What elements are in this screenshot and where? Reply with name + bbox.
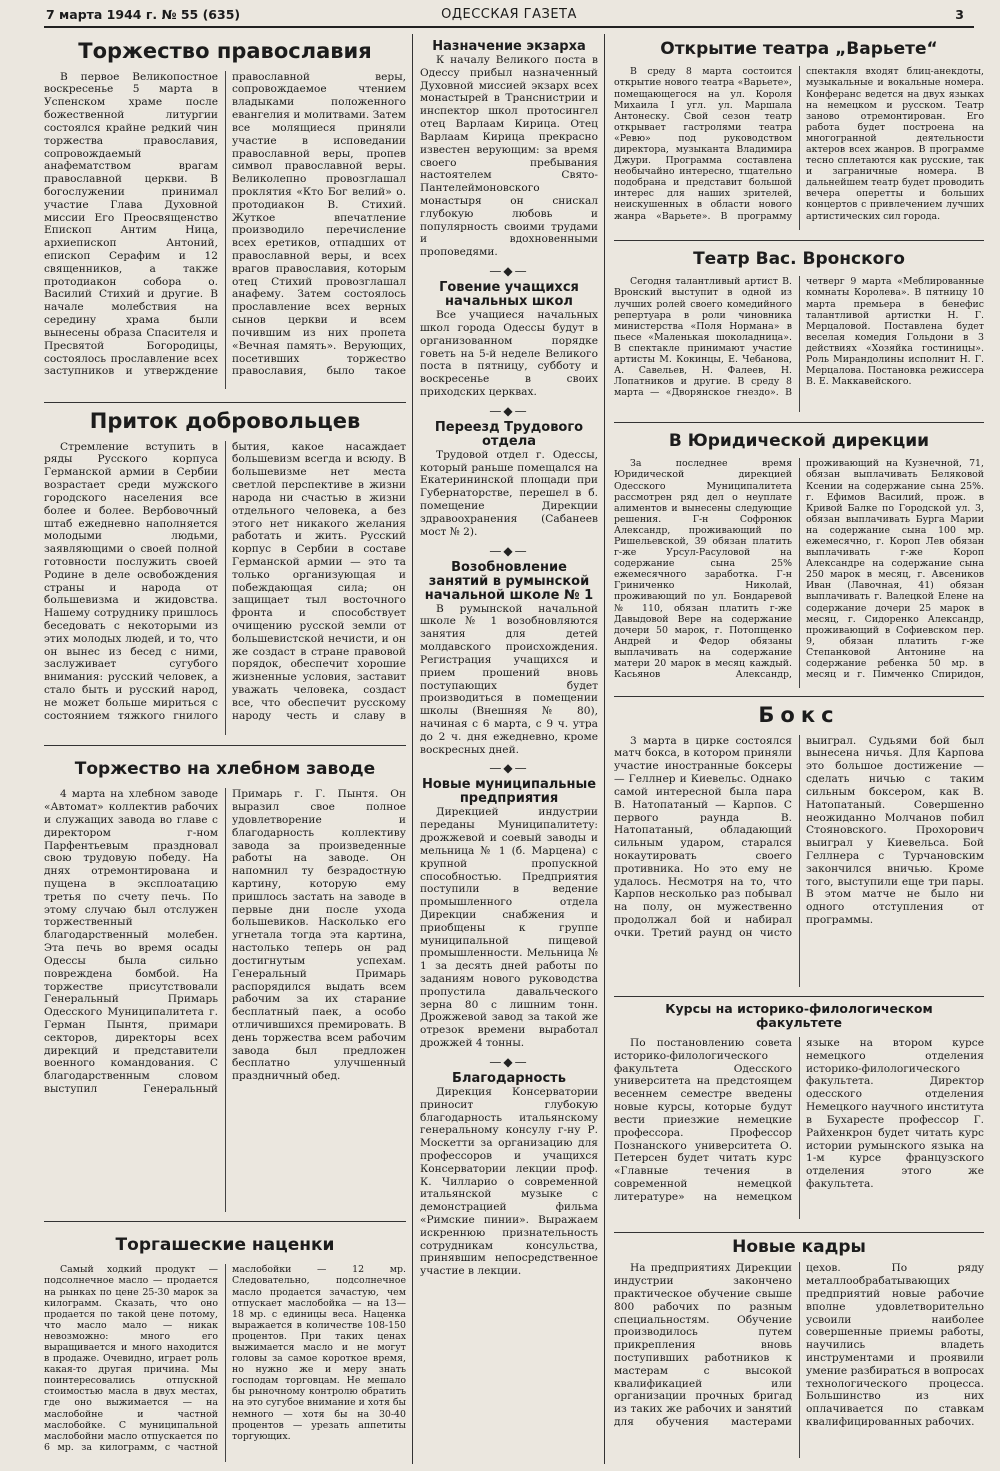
section-divider: [44, 745, 406, 746]
article-text: В румынской начальной школе № 1 возобновляются занятия для детей молдавского происхождения. Регистрация учащихся и прием прошений вновь поступающих будет производиться в помещении школы (Внешняя № 80), начиная с 6 марта, с 9 ч. утра до 2 ч. дня ежедневно, кроме воскресных дней.: [420, 602, 598, 756]
issue-date: 7 марта 1944 г. № 55 (635): [46, 7, 241, 22]
article-title: Курсы на историко-филологическом факультете: [665, 1002, 933, 1030]
article-dobrovoltsy: [44, 410, 406, 740]
page-number: 3: [955, 7, 964, 22]
page-header: [44, 4, 974, 28]
article-khleb: [44, 752, 406, 1218]
middle-column: [420, 40, 598, 1466]
article-text: Сегодня талантливый артист В. Вронский выступит в одной из лучших ролей своего комедийного репертуара в роли чиновника министерства «Поля Нормана» в пьесе «Маленькая шоколадница». В спектакле принимают участие артисты М. Кокинцы, Е. Чебанова, А. Савельев, Н. Фалеев, Н. Лопатников и другие. В среду 8 марта — «Дворянское гнездо». В четверг 9 марта «Меблированные комнаты Королева». В пятницу 10 марта премьера в бенефис талантливой артистки Н. Г. Мерцаловой. Поставлена будет веселая комедия Гольдони в 3 действиях «Хозяйка гостиницы». Роль Мирандолины исполнит Н. Г. Мерцалова. Постановка режиссера В. Е. Маккавейского.: [614, 276, 984, 399]
article-text: За последнее время Юридической дирекцией Одесского Муниципалитета рассмотрен ряд дел о неуплате алиментов и вынесены следующие решения. Г-н Софронюк Александр, проживающий по Ришельевской, 39 обязан платить г-же Урсул-Расуловой на содержание сына 25% ежемесячного заработка. Г-н Гриниченко Николай, проживающий по ул. Бондаревой № 110, обязан платить г-же Давыдовой Вере на содержание дочери 50 марок, г. Потопщенко Андрей и Федор обязаны выплачивать на содержание матери 20 марок в месяц каждый. Касьянов Александр, проживающий на Кузнечной, 71, обязан выплачивать Беляковой Ксении на содержание сына 25%. г. Ефимов Василий, прож. в Кривой Балке по Городской ул. 3, обязан выплачивать Бурга Марии на содержание сына 100 мр. ежемесячно, г. Короп Лев обязан выплачивать г-же Короп Александре на содержание сына 250 марок в месяц, г. Авсеников Иван (Лавочная, 41) обязан выплачивать г. Валецкой Елене на содержание дочери 25 марок в месяц, г. Сидоренко Александр, проживающий в Софиевском пер. 9, обязан платить г-же Степанковой Антонине на содержание ребенка 50 мр. в месяц и г. Пимченко Спиридон,: [614, 458, 984, 681]
article-text: 3 марта в цирке состоялся матч бокса, в котором приняли участие иностранные боксеры — Геллнер и Киевельс. Однако самой интересной была пара В. Натопатаный — Карпов. С первого раунда В. Натопатаный, обладающий сильным ударом, старался нокаутировать своего противника. Но это ему не удалось. Несмотря на то, что Карпов несколько раз побывал на полу, он мужественно продолжал бой и набирал очки. Третий раунд он чисто выиграл. Судьями бой был вынесена ничья. Для Карпова это большое достижение — сделать ничью с таким сильным боксером, как В. Натопатаный. Совершенно неожиданно Молчанов побил Стояновского. Прохорович выиграл у Киевельса. Бой Геллнера с Турчановским закончился вничью. Кроме того, выступили еще три пары. В этом матче не было ни одного отступления от программы.: [614, 734, 984, 939]
article-title: В Юридической дирекции: [668, 431, 930, 451]
article-text: 4 марта на хлебном заводе «Автомат» коллектив рабочих и служащих завода во главе с директором г-ном Парфентьевым праздновал свою трудовую победу. На днях отремонтирована и пущена в эксплоатацию третья по счету печь. По этому случаю был отслужен торжественный благодарственный молебен. Эта печь во время осады Одессы была сильно повреждена бомбой. На торжестве присутствовали Генеральный Примарь Одесского Муниципалитета г. Герман Пынтя, примари секторов, директоры всех дирекций и представители военного командования. С благодарственным словом выступил Генеральный Примарь г. Г. Пынтя. Он выразил свое полное удовлетворение и благодарность коллективу завода за произведенные работы на заводе. Он напомнил ту безрадостную картину, которую ему пришлось застать на заводе в первые дни после ухода большевиков. Насколько его угнетала тогда эта картина, настолько теперь он рад достигнутым успехам. Генеральный Примарь распорядился выдать всем рабочим за их старание бесплатный паек, а особо отличившихся премировать. В день торжества всем рабочим завода был предложен бесплатно улучшенный праздничный обед.: [44, 788, 406, 1096]
article-title: Бокс: [758, 703, 840, 727]
section-divider: [614, 1232, 984, 1233]
section-divider: [614, 422, 984, 423]
article-title: Торжество на хлебном заводе: [74, 759, 376, 779]
article-title: Открытие театра „Варьете“: [660, 40, 938, 59]
article-kursy: [614, 1002, 984, 1228]
article-title: Возобновление занятий в румынской начальной школе № 1: [424, 559, 594, 603]
column-rule: [604, 34, 605, 1464]
article-text: Стремление вступить в ряды Русского корпуса Германской армии в Сербии возрастает среди мужского городского населения все более и более. Вербовочный штаб ежедневно наполняется молодыми людьми, заявляющими о своей полной готовности послужить своей Родине в деле освобождения страны и народа от большевизма и жидовства. Нашему сотруднику пришлось беседовать с некоторыми из этих молодых людей, и то, что он вынес из бесед с ними, заслуживает сугубого внимания: русский человек, а стало быть и русский народ, не может больше мириться с состоянием тяжкого гнилого бытия, какое насаждает большевизм всегда и всюду. В большевизме нет места светлой перспективе в жизни народа ни счастью в жизни отдельного человека, а без этого нет никакого желания работать и жить. Русский корпус в Сербии в составе Германской армии — это та только организующая и побеждающая сила; он защищает тыл восточного фронта и способствует очищению русской земли от большевистской нечисти, и он же создаст в стране правовой порядок, обеспечит хорошие жизненные условия, заставит уважать человека, создаст все, что обеспечит русскому народу честь и славу в: [44, 440, 406, 722]
article-text: В среду 8 марта состоится открытие нового театра «Варьете», помещающегося на ул. Короля Михаила I угл. ул. Маршала Антонеску. Свой сезон театр открывает гастролями театра «Ревю» под руководством директора, музыканта Владимира Джури. Программа составлена необычайно интересно, тщательно подобрана и представит большой интерес для наших зрителей, неискушенных в области нового жанра «Варьете». В программу спектакля входят блиц-анекдоты, музыкальные и вокальные номера. Конферанс ведется на двух языках на немецком и русском. Театр заново отремонтирован. Его работа будет построена на многогранной деятельности актеров всех жанров. В программе тесно сплетаются как русские, так и заграничные номера. В дальнейшем театр будет проводить вечера оперетты и больших концертов с привлечением лучших артистических сил города.: [614, 66, 984, 222]
article-title: Театр Вас. Вронского: [693, 249, 905, 269]
article-title: Переезд Трудового отдела: [434, 419, 584, 449]
section-divider: [614, 996, 984, 997]
article-boks: [614, 702, 984, 992]
article-title: Торгашеские наценки: [115, 1235, 335, 1255]
article-text: По постановлению совета историко-филологического факультета Одесского университета на предстоящем весеннем семестре введены новые курсы, которые будут вести приезжие немецкие профессора. Профессор Познанского университета О. Петерсен будет читать курс «Главные течения в современной немецкой литературе» на немецком языке на втором курсе немецкого отделения историко-филологического факультета. Директор одесского отделения Немецкого научного института в Бухаресте профессор Г. Райхенкрон будет читать курс истории румынского языка на 1-м курсе французского отделения этого же факультета.: [614, 1037, 984, 1203]
ornament-divider: —◆—: [489, 1054, 529, 1069]
article-ekzarkh: [420, 40, 598, 259]
section-divider: [614, 240, 984, 241]
article-shkola: [420, 561, 598, 757]
article-pravoslavie: [44, 40, 406, 396]
article-nacenki: [44, 1230, 406, 1466]
article-text: Дирекция Консерватории приносит глубокую благодарность итальянскому генеральному консулу г-ну Р. Москетти за организацию для профессоров и учащихся Консерватории лекции проф. К. Чилларио о современной итальянской музыке с демонстрацией фильма «Римские пинии». Выражаем искреннюю признательность сотрудникам консульства, принявшим непосредственное участие в лекции.: [420, 1085, 598, 1278]
article-title: Новые муниципальные предприятия: [421, 777, 597, 807]
article-govenie: [420, 281, 598, 399]
article-text: На предприятиях Дирекции индустрии закончено практическое обучение свыше 800 рабочих по разным специальностям. Обучение производилось путем прикрепления вновь поступивших работников к мастерам с высокой квалификацией или организации прочных бригад из таких же рабочих и занятий для обучения мастерами цехов. По ряду металлообрабатывающих предприятий новые рабочие вполне удовлетворительно усвоили наиболее совершенные приемы работы, научились владеть инструментами и проявили умение разбираться в вопросах технологического процесса. Большинство из них оплачивается по ставкам квалифицированных рабочих.: [614, 1262, 984, 1429]
article-title: Торжество православия: [78, 40, 372, 63]
article-title: Новые кадры: [732, 1238, 866, 1257]
article-pereezd: [420, 421, 598, 539]
section-divider: [44, 1221, 406, 1222]
article-title: Говение учащихся начальных школ: [439, 280, 579, 310]
ornament-divider: —◆—: [489, 543, 529, 558]
column-rule: [412, 34, 413, 1464]
article-kadry: [614, 1238, 984, 1464]
ornament-divider: —◆—: [489, 761, 529, 776]
ornament-divider: —◆—: [489, 264, 529, 279]
newspaper-title: ОДЕССКАЯ ГАЗЕТА: [441, 7, 577, 22]
article-title: Назначение экзарха: [432, 40, 586, 54]
section-divider: [614, 696, 984, 697]
article-text: К началу Великого поста в Одессу прибыл назначенный Духовной миссией экзарх всех монастырей в Транснистрии и инспектор школ протосингел отец Варлаам Кирица. Отец Варлаам Кирица прекрасно известен верующим: за время своего пребывания настоятелем Свято-Пантелеймоновского монастыря он снискал глубокую любовь и популярность своими трудами и вдохновенными проповедями.: [420, 54, 598, 259]
article-text: В первое Великопостное воскресенье 5 марта в Успенском храме после божественной литургии состоялся крайне редкий чин торжества православия, сопровождаемый анафематством врагам православной церкви. В богослужении принимал участие Глава Духовной миссии Его Преосвященство Епископ Антим Ница, архиепископ Антоний, епископ Серафим и 12 священников, а также протодиакон собора о. Василий Стихий и другие. В начале молебствия на середину храма были вынесены образа Спасителя и Пресвятой Богородицы, состоялось прославление всех заступников и утверждение православной веры, сопровождаемое чтением владыками положенного евангелия и молитвами. Затем все молящиеся приняли участие в исповедании православной веры, пропев символ православной веры. Великолепно провозглашал проклятия «Кто Бог велий» о. протодиакон В. Стихий. Жуткое впечатление производило перечисление всех еретиков, отпадших от православной веры, и всех врагов православия, которым отец Стихий провозглашал анафему. Затем состоялось прославление всех верных сынов церкви и всем почившим из них пропета «Вечная память». Верующих, посетивших торжество православия, было такое: [44, 70, 406, 378]
article-title: Приток добровольцев: [89, 410, 361, 433]
article-varete: [614, 40, 984, 236]
ornament-divider: —◆—: [489, 403, 529, 418]
article-text: Трудовой отдел г. Одессы, который раньше помещался на Екатерининской площади при Губернаторстве, перешел в б. помещение Дирекции здравоохранения (Сабанеев мост № 2).: [420, 448, 598, 538]
article-text: Все учащиеся начальных школ города Одессы будут в организованном порядке говеть на 5-й неделе Великого поста в пятницу, субботу и воскресенье в своих приходских церквах.: [420, 309, 598, 398]
article-vronsky: [614, 246, 984, 418]
article-munic: [420, 778, 598, 1050]
section-divider: [44, 402, 406, 403]
article-blagodarnost: [420, 1072, 598, 1278]
article-title: Благодарность: [452, 1070, 566, 1086]
article-text: Самый ходкий продукт — подсолнечное масло — продается на рынках по цене 25-30 марок за килограмм. Сказать, что оно продается по такой цене потому, что масло мало — никак невозможно: много его выращивается и много находится в продаже. Очевидно, играет роль какая-то другая причина. Мы поинтересовались отпускной стоимостью масла в двух местах, где оно выжимается — на маслобойне и частной маслобойке. С муниципальной маслобойни масло отпускается по 6 мр. за килограмм, с частной маслобойки — 12 мр. Следовательно, подсолнечное масло продается зачастую, чем отпускает маслобойка — на 13—18 мр. с единицы веса. Наценка выражается в количестве 108-150 процентов. При таких ценах выжимается масло и не могут головы за самое короткое время, но нужно же и меру знать господам торговцам. Не мешало бы рыночному контролю обратить на это сугубое внимание и хотя бы немного — хотя бы на 30-40 процентов — урезать аппетиты торгующих.: [44, 1264, 406, 1453]
article-yurid: [614, 428, 984, 692]
article-text: Дирекцией индустрии переданы Муниципалитету: дрожжевой и соевый заводы и мельница № 1 (б. Марцена) с крупной пропускной способностью. Предприятия поступили в ведение промышленного отдела Дирекции снабжения и приобщены к группе муниципальной пищевой промышленности. Мельница № 1 за десять дней работы по заданиям нового руководства пропустила давальческого зерна 80 с лишним тонн. Дрожжевой завод за такой же отрезок времени выработал дрожжей 4 тонны.: [420, 806, 598, 1050]
